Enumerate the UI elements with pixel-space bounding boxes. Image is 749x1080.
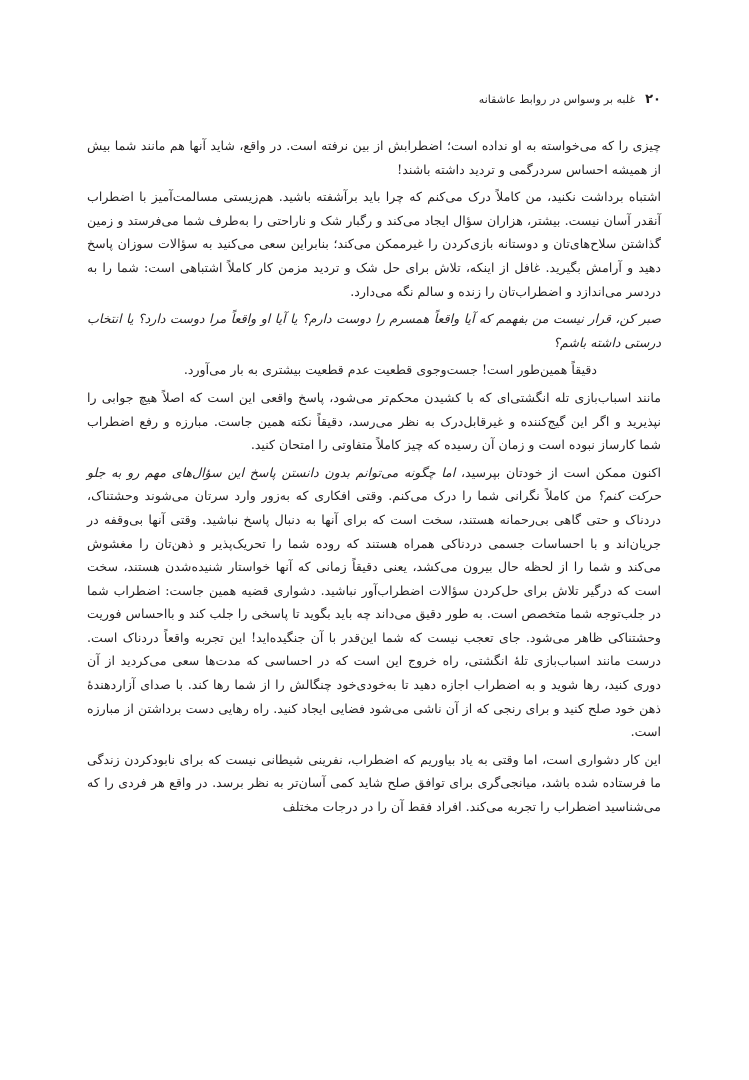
paragraph-text: چیزی را که می‌خواسته به او نداده است؛ اضطرابش از بین نرفته است. در واقع، شاید آنها هم مانند شما بیش از همیشه احساس سردرگمی و تردید داشته باشند!: [87, 138, 661, 177]
paragraph-text: اشتباه برداشت نکنید، من کاملاً درک می‌کنم که چرا باید برآشفته باشید. هم‌زیستی مسالمت‌آمیز با اضطراب آنقدر آسان نیست. بیشتر، هزاران سؤال ایجاد می‌کند و رگبار شک و ناراحتی را به‌طرف شما می‌فرستد و زمین گذاشتن سلاح‌های‌تان و دوستانه بازی‌کردن را غیرممکن می‌کند؛ بنابراین سعی می‌کنید به سؤالات سوزان پاسخ دهید و آرامش بگیرید. غافل از اینکه، تلاش برای حل شک و تردید مزمن کار کاملاً اشتباهی است: شما را به دردسر می‌اندازد و اضطراب‌تان را زنده و سالم نگه می‌دارد.: [87, 189, 661, 299]
paragraph-italic-text: اما چگونه می‌توانم بدون دانستن پاسخ این سؤال‌های مهم رو به جلو حرکت کنم؟: [87, 464, 661, 504]
paragraph: [87, 748, 661, 819]
paragraph-italic-text: صبر کن، قرار نیست من بفهمم که آیا واقعاً همسرم را دوست دارم؟ یا آیا او واقعاً مرا دوست دارد؟ یا انتخاب درستی داشته باشم؟: [87, 311, 661, 350]
paragraph: [87, 386, 661, 457]
paragraph: [87, 358, 661, 382]
paragraph-text: مانند اسباب‌بازی تله انگشتی‌ای که با کشیدن محکم‌تر می‌شود، پاسخ واقعی این است که اصلاً هیچ جوابی را نپذیرید و اگر این گیج‌کننده و غیرقابل‌درک به نظر می‌رسد، دقیقاً نکته همین جاست. مبارزه و رفع اضطراب شما کارساز نبوده است و زمان آن رسیده که چیز کاملاً متفاوتی را امتحان کنید.: [87, 389, 661, 453]
page-number: ۲۰: [645, 92, 661, 107]
body-text: [87, 134, 661, 819]
paragraph-text: دقیقاً همین‌طور است! جست‌وجوی قطعیت عدم قطعیت بیشتری به بار می‌آورد.: [183, 362, 597, 378]
paragraph: [87, 185, 661, 303]
paragraph: [87, 461, 661, 744]
paragraph-text: من کاملاً نگرانی شما را درک می‌کنم. وقتی افکاری که به‌زور وارد سرتان می‌شوند وحشتناک، دردناک و حتی گاهی بی‌رحمانه هستند، سخت است که برای آنها به دنبال پاسخ نباشید. وقتی آنها بی‌وقفه در جریان‌اند و با احساسات جسمی دردناکی همراه هستند که روده شما را تحریک‌پذیر و ذهن‌تان را مغشوش می‌کند و شما را از لحظه حال بیرون می‌کشد، یعنی دقیقاً زمانی که آنها خواستار شنیده‌شدن هستند، سخت است که درگیر تلاش برای حل‌کردن سؤالات اضطراب‌آور نباشید. دشواری قضیه همین جاست: اضطراب شما در جلب‌توجه شما متخصص است. به طور دقیق می‌داند چه باید بگوید تا پاسخی را جلب کند و با‌احساس فوریت وحشتناکی ظاهر می‌شود. جای تعجب نیست که شما این‌قدر با آن جنگیده‌اید! این تجربه واقعاً دردناک است. درست مانند اسباب‌بازی تلهٔ انگشتی، راه خروج این است که در احساسی که مدت‌ها سعی می‌کردید از آن دوری کنید، رها شوید و به اضطراب اجازه دهید تا به‌خودی‌خود چنگالش را از شما رها کند. با صدای آزاردهندهٔ ذهن خود صلح کنید و برای رنجی که از آن ناشی می‌شود فضایی ایجاد کنید. راه رهایی دست برداشتن از مبارزه است.: [87, 488, 661, 740]
page-header: [87, 92, 661, 116]
italic-paragraph: [87, 307, 661, 354]
paragraph-lead-text: اکنون ممکن است از خودتان بپرسید،: [455, 464, 661, 480]
paragraph: [87, 134, 661, 181]
running-title: غلبه بر وسواس در روابط عاشقانه: [478, 93, 636, 106]
paragraph-text: این کار دشواری است، اما وقتی به یاد بیاوریم که اضطراب، نفرینی شیطانی نیست که برای نابودکردن زندگی ما فرستاده شده باشد، میانجی‌گری برای توافق صلح شاید کمی آسان‌تر به نظر برسد. در واقع هر فردی را که می‌شناسید اضطراب را تجربه می‌کند. افراد فقط آن را در درجات مختلف: [87, 751, 661, 815]
